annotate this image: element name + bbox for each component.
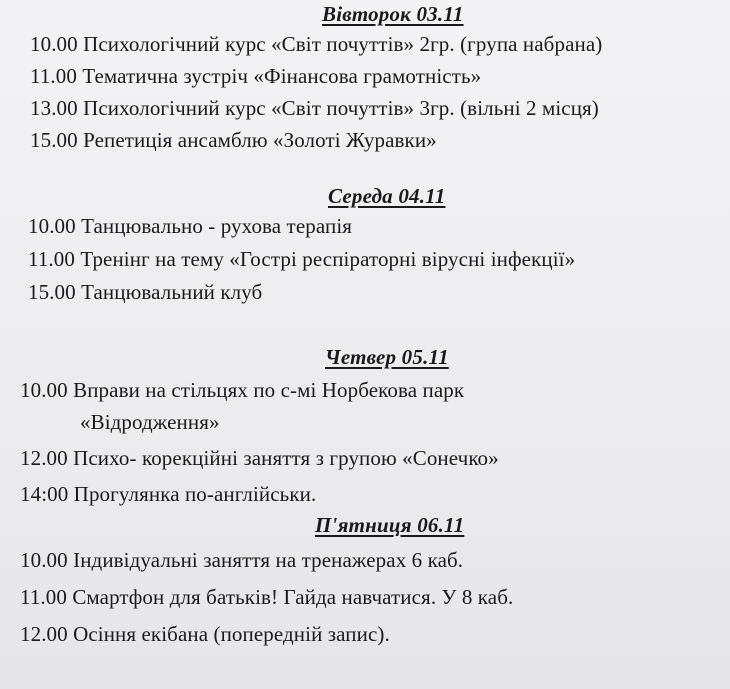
schedule-item: 15.00 Репетиція ансамблю «Золоті Журавки»	[30, 128, 437, 152]
schedule-item: 12.00 Психо- корекційні заняття з групою «Сонечко»	[20, 446, 499, 470]
schedule-item: 13.00 Психологічний курс «Світ почуттів» 3гр. (вільні 2 місця)	[30, 96, 599, 120]
schedule-item: 12.00 Осіння екібана (попередній запис).	[20, 622, 390, 646]
day-heading-wednesday: Середа 04.11	[328, 184, 446, 208]
day-heading-thursday: Четвер 05.11	[325, 345, 449, 369]
schedule-item: 10.00 Психологічний курс «Світ почуттів» 2гр. (група набрана)	[30, 32, 603, 56]
day-heading-friday: П'ятниця 06.11	[315, 513, 465, 537]
schedule-item: 10.00 Вправи на стільцях по с-мі Норбекова парк	[20, 378, 465, 402]
schedule-item: 14:00 Прогулянка по-англійськи.	[20, 482, 317, 506]
schedule-item: 11.00 Тематична зустріч «Фінансова грамотність»	[30, 64, 482, 88]
schedule-item: 10.00 Танцювально - рухова терапія	[28, 214, 353, 238]
schedule-item-continuation: «Відродження»	[80, 410, 220, 434]
day-heading-tuesday: Вівторок 03.11	[322, 2, 464, 26]
schedule-item: 11.00 Смартфон для батьків! Гайда навчатися. У 8 каб.	[20, 585, 514, 609]
schedule-item: 11.00 Тренінг на тему «Гострі респіраторні вірусні інфекції»	[28, 247, 576, 271]
schedule-item: 15.00 Танцювальний клуб	[28, 280, 263, 304]
schedule-item: 10.00 Індивідуальні заняття на тренажерах 6 каб.	[20, 548, 464, 572]
